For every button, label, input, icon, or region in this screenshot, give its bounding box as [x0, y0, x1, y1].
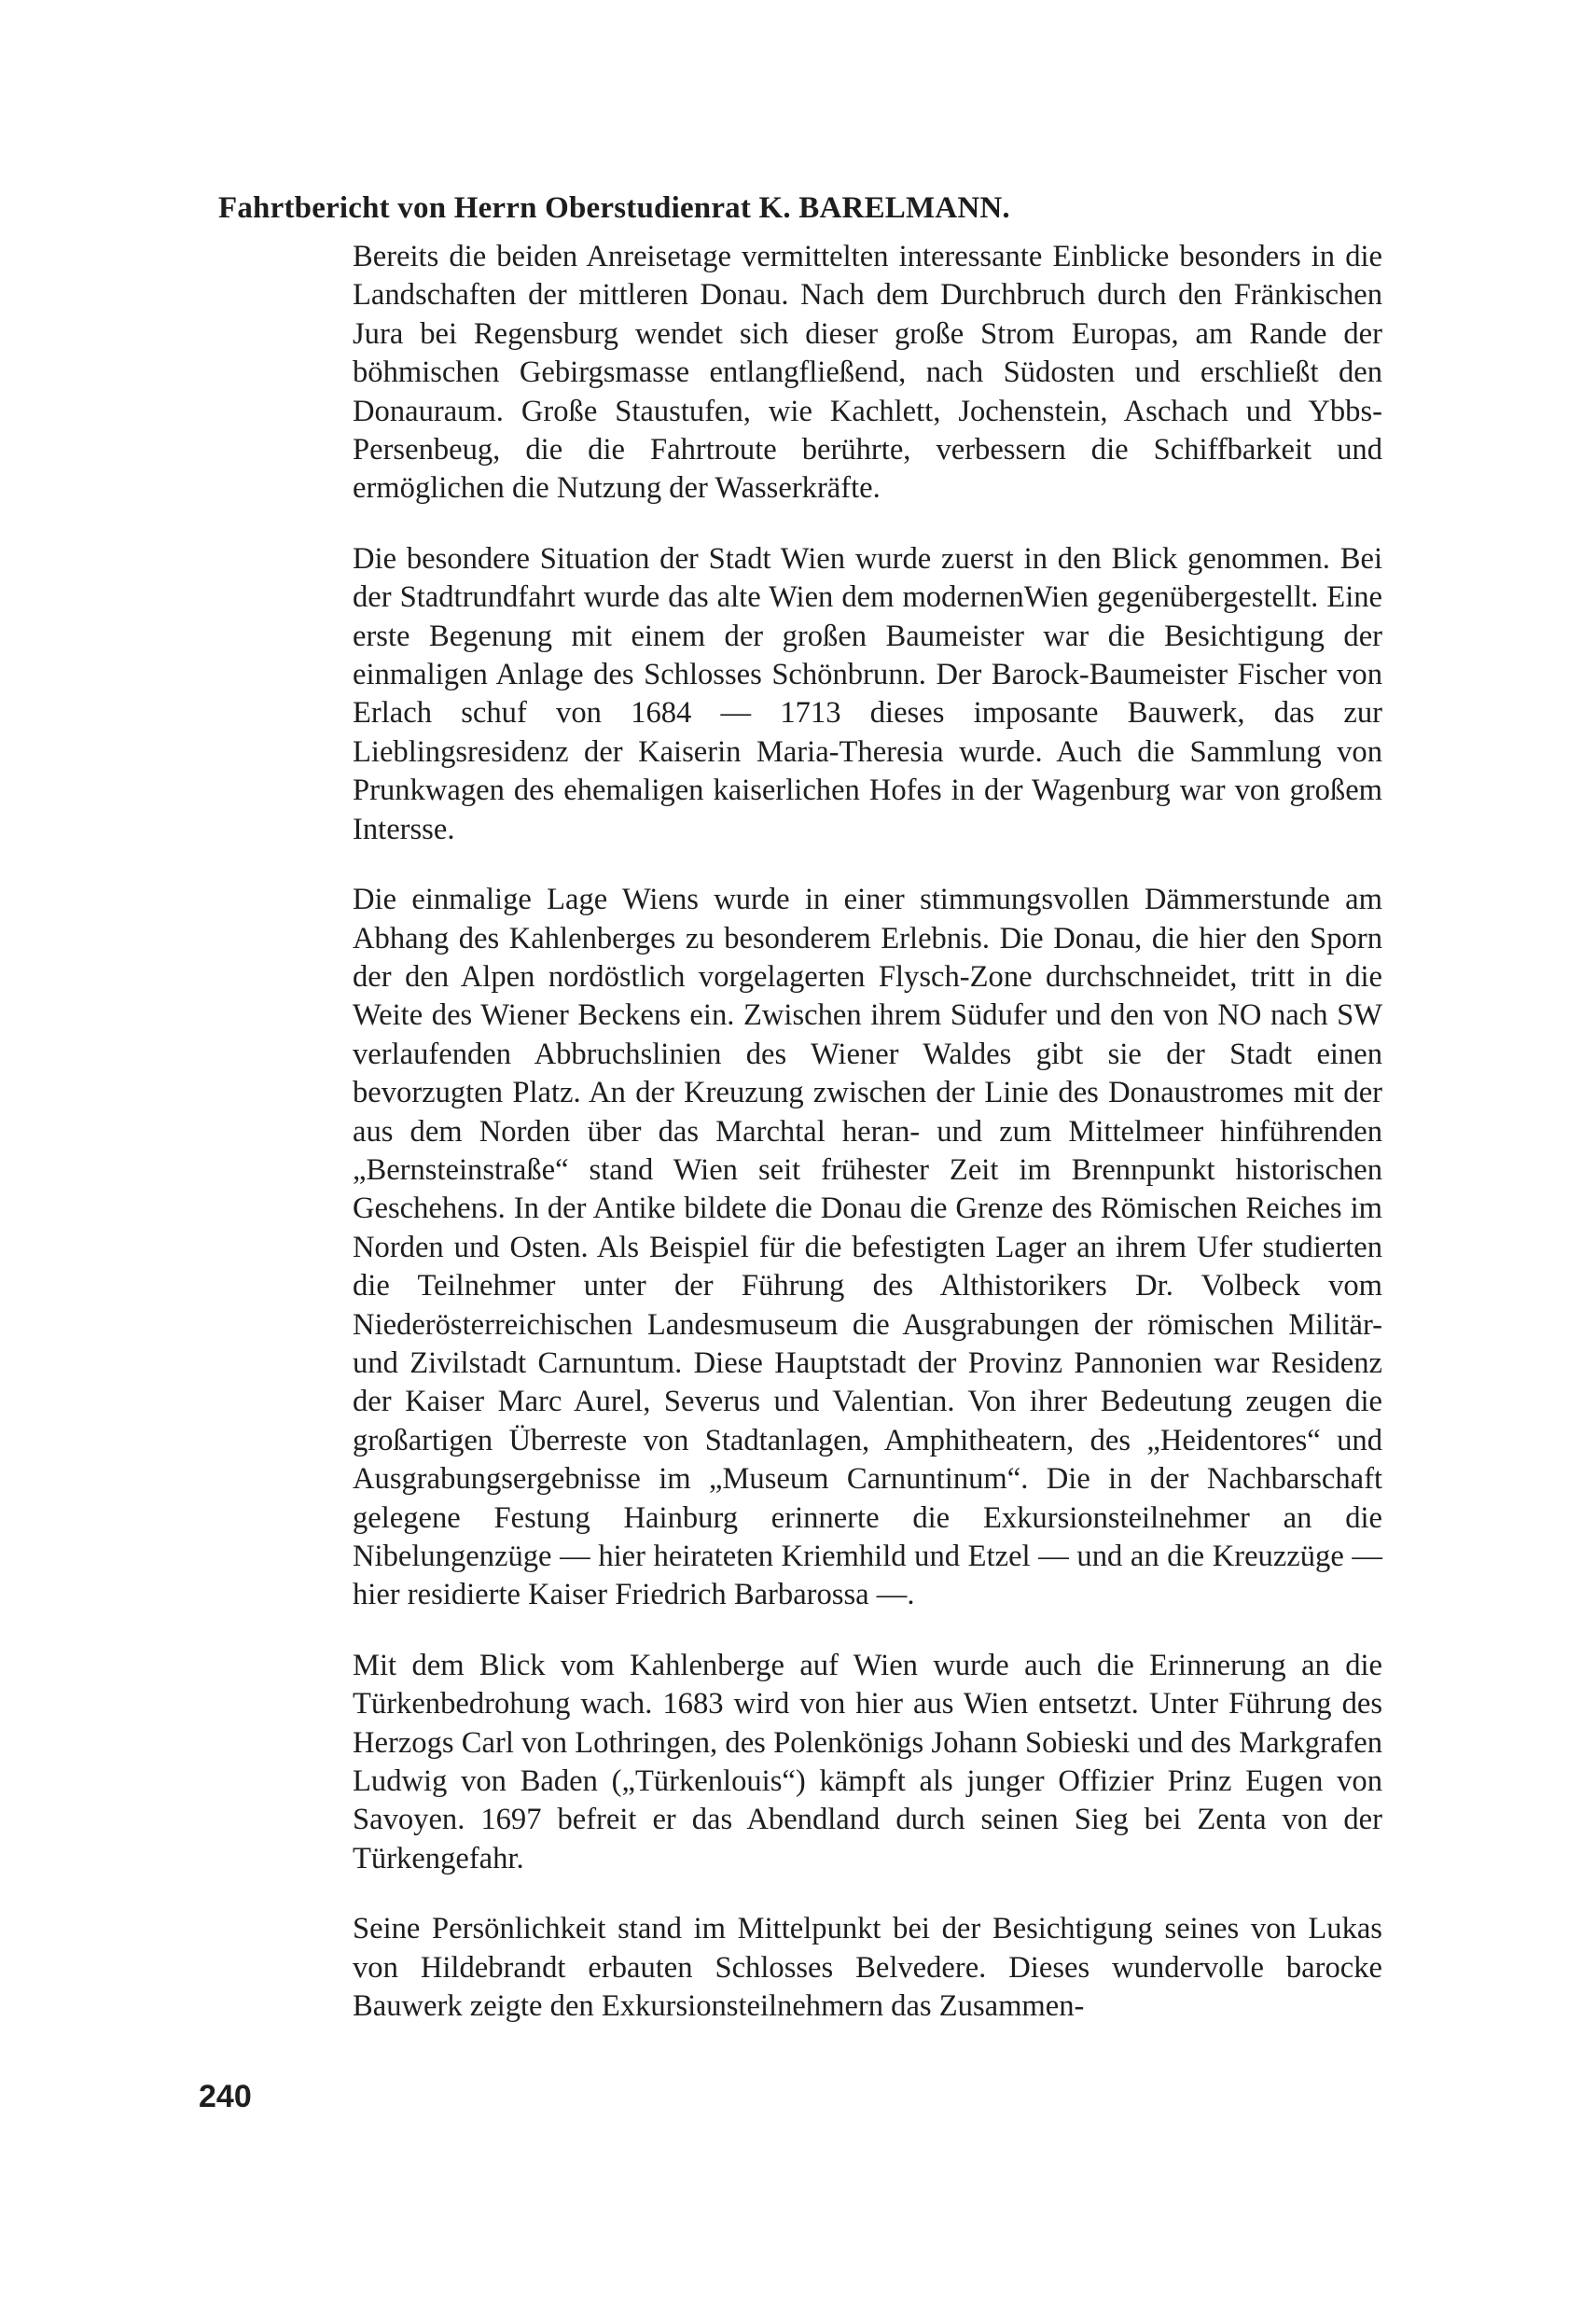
report-body	[353, 238, 1382, 2026]
paragraph-belvedere: Seine Persönlichkeit stand im Mittelpunkt bei der Besichtigung seines von Lukas von Hildebrandt erbauten Schlosses Belvedere. Dieses wundervolle barocke Bauwerk zeigte den Exkursionsteilnehmern das Zusammen-	[353, 1912, 1382, 2024]
report-heading: Fahrtbericht von Herrn Oberstudienrat K. BARELMANN.	[218, 191, 1010, 225]
paragraph-turkish-siege: Mit dem Blick vom Kahlenberge auf Wien wurde auch die Erinnerung an die Türkenbedrohung wach. 1683 wird von hier aus Wien entsetzt. Unter Führung des Herzogs Carl von Lothringen, des Polenkönigs Johann Sobieski und des Markgrafen Ludwig von Baden („Türkenlouis“) kämpft als junger Offizier Prinz Eugen von Savoyen. 1697 befreit er das Abendland durch seinen Sieg bei Zenta von der Türkengefahr.	[353, 1648, 1382, 1875]
paragraph-vienna-schoenbrunn: Die besondere Situation der Stadt Wien wurde zuerst in den Blick genommen. Bei der Stadtrundfahrt wurde das alte Wien dem modernenWien gegenübergestellt. Eine erste Begenung mit einem der großen Baumeister war die Besichtigung der einmaligen Anlage des Schlosses Schönbrunn. Der Barock-Baumeister Fischer von Erlach schuf von 1684 — 1713 dieses imposante Bauwerk, das zur Lieblingsresidenz der Kaiserin Maria-Theresia wurde. Auch die Sammlung von Prunkwagen des ehemaligen kaiserlichen Hofes in der Wagenburg war von großem Intersse.	[353, 541, 1382, 846]
paragraph-travel-days: Bereits die beiden Anreisetage vermittelten interessante Einblicke besonders in die Landschaften der mittleren Donau. Nach dem Durchbruch durch den Fränkischen Jura bei Regensburg wendet sich dieser große Strom Europas, am Rande der böhmischen Gebirgsmasse entlangfließend, nach Südosten und erschließt den Donauraum. Große Staustufen, wie Kachlett, Jochenstein, Aschach und Ybbs-Persenbeug, die die Fahrtroute berührte, verbessern die Schiffbarkeit und ermöglichen die Nutzung der Wasserkräfte.	[353, 240, 1382, 506]
page-number: 240	[199, 2079, 252, 2114]
paragraph-kahlenberg-carnuntum: Die einmalige Lage Wiens wurde in einer stimmungsvollen Dämmerstunde am Abhang des Kahlenberges zu besonderem Erlebnis. Die Donau, die hier den Sporn der den Alpen nordöstlich vorgelagerten Flysch-Zone durchschneidet, tritt in die Weite des Wiener Beckens ein. Zwischen ihrem Südufer und den von NO nach SW verlaufenden Abbruchslinien des Wiener Waldes gibt sie der Stadt einen bevorzugten Platz. An der Kreuzung zwischen der Linie des Donaustromes mit der aus dem Norden über das Marchtal heran- und zum Mittelmeer hinführenden „Bernsteinstraße“ stand Wien seit frühester Zeit im Brennpunkt historischen Geschehens. In der Antike bildete die Donau die Grenze des Römischen Reiches im Norden und Osten. Als Beispiel für die befestigten Lager an ihrem Ufer studierten die Teilnehmer unter der Führung des Althistorikers Dr. Volbeck vom Niederösterreichischen Landesmuseum die Ausgrabungen der römischen Militär- und Zivilstadt Carnuntum. Diese Hauptstadt der Provinz Pannonien war Residenz der Kaiser Marc Aurel, Severus und Valentian. Von ihrer Bedeutung zeugen die großartigen Überreste von Stadtanlagen, Amphitheatern, des „Heidentores“ und Ausgrabungsergebnisse im „Museum Carnuntinum“. Die in der Nachbarschaft gelegene Festung Hainburg erinnerte die Exkursionsteilnehmer an die Nibelungenzüge — hier heirateten Kriemhild und Etzel — und an die Kreuzzüge — hier residierte Kaiser Friedrich Barbarossa —.	[353, 883, 1382, 1612]
